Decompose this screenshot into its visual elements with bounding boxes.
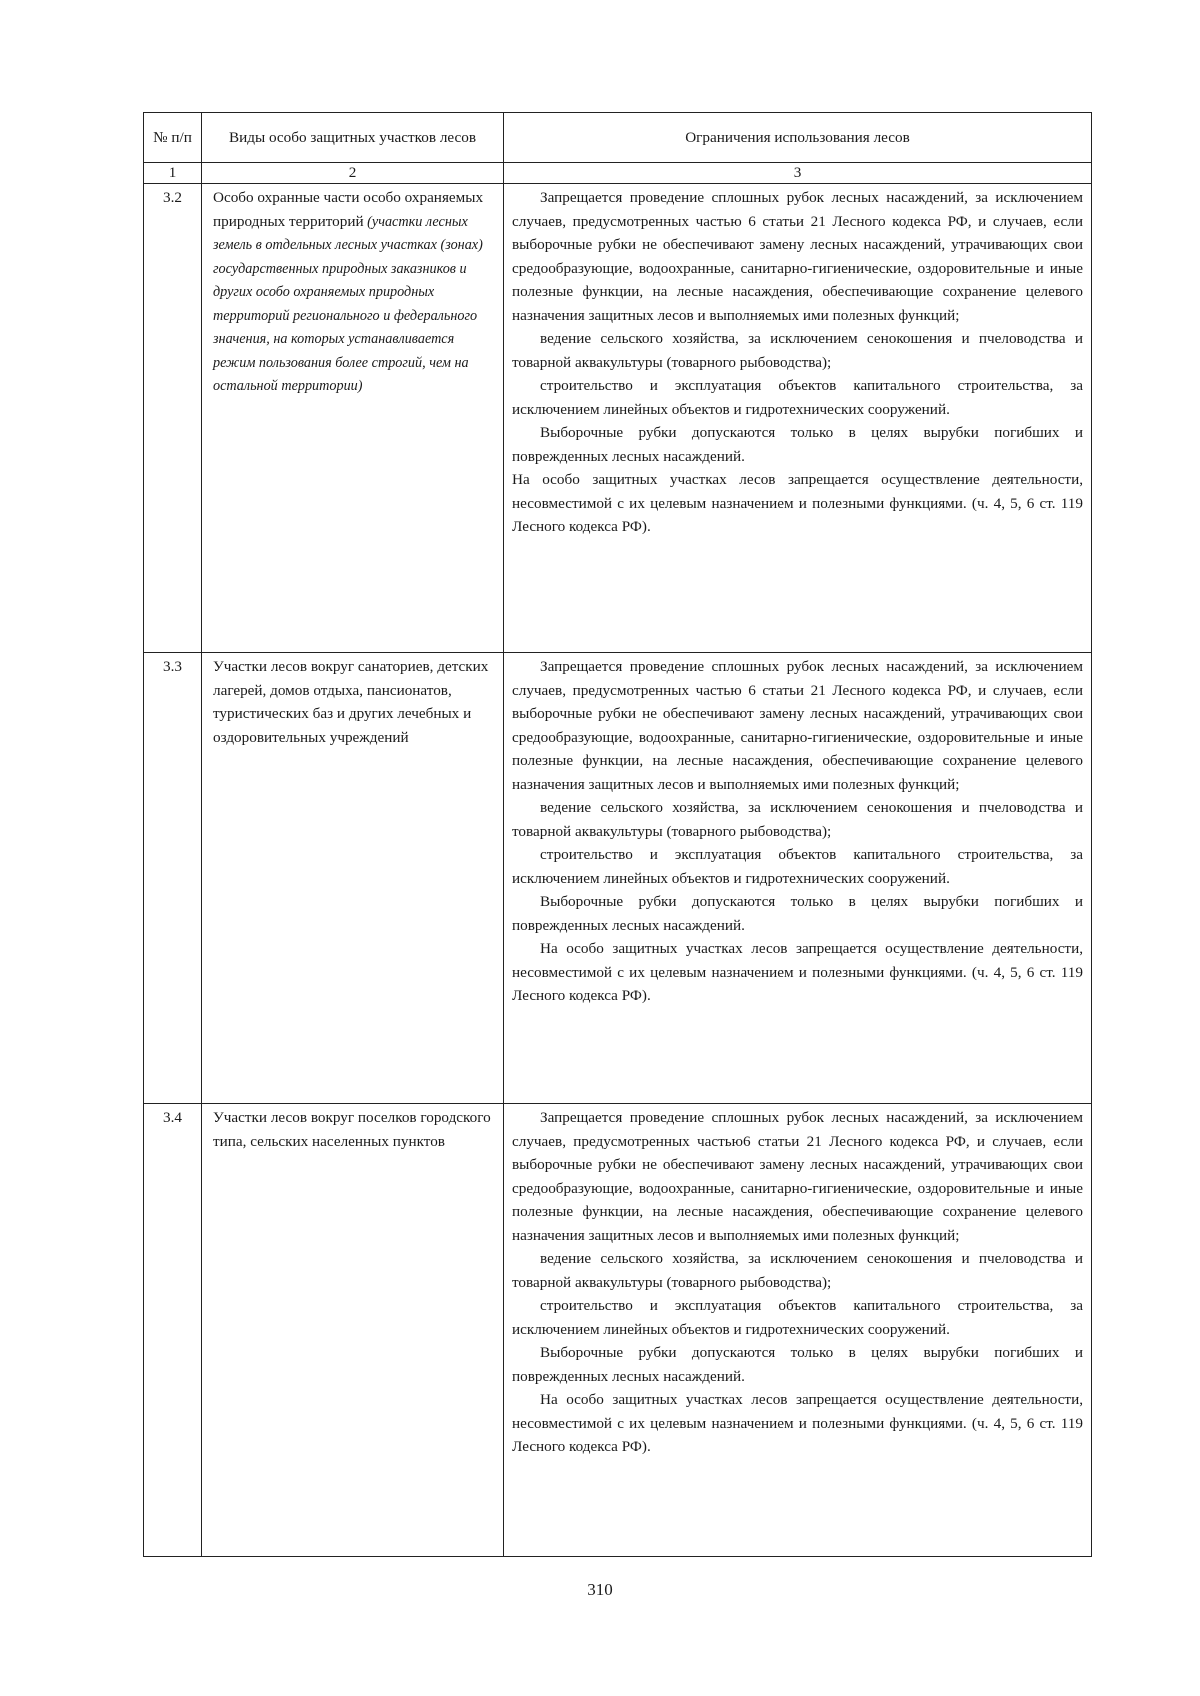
row-restrictions (504, 653, 1092, 1104)
table-row (144, 184, 1092, 653)
row-kind-text: Участки лесов вокруг поселков городского типа, сельских населенных пунктов (213, 1109, 491, 1150)
row-restrictions (504, 184, 1092, 653)
row-number: 3.4 (144, 1104, 202, 1557)
column-number: 2 (202, 163, 504, 184)
restriction-paragraph: Выборочные рубки допускаются только в целях вырубки погибших и поврежденных лесных насаждений. (512, 424, 1083, 465)
restriction-paragraph: строительство и эксплуатация объектов капитального строительства, за исключением линейных объектов и гидротехнических сооружений. (512, 846, 1083, 887)
restrictions-table (143, 112, 1092, 1557)
restriction-paragraph: На особо защитных участках лесов запрещается осуществление деятельности, несовместимой с их целевым назначением и полезными функциями. (ч. 4, 5, 6 ст. 119 Лесного кодекса РФ). (512, 1391, 1083, 1455)
table-row (144, 653, 1092, 1104)
restriction-paragraph: Запрещается проведение сплошных рубок лесных насаждений, за исключением случаев, предусмотренных частью 6 статьи 21 Лесного кодекса РФ, и случаев, если выборочные рубки не обеспечивают замену лесных насаждений, утрачивающих свои средообразующие, водоохранные, санитарно-гигиенические, оздоровительные и иные полезные функции, на лесные насаждения, обеспечивающие сохранение целевого назначения защитных лесов и выполняемых ими полезных функций; (512, 658, 1083, 793)
restriction-paragraph: Запрещается проведение сплошных рубок лесных насаждений, за исключением случаев, предусмотренных частью 6 статьи 21 Лесного кодекса РФ, и случаев, если выборочные рубки не обеспечивают замену лесных насаждений, утрачивающих свои средообразующие, водоохранные, санитарно-гигиенические, оздоровительные и иные полезные функции, на лесные насаждения, обеспечивающие сохранение целевого назначения защитных лесов и выполняемых ими полезных функций; (512, 189, 1083, 324)
row-number: 3.2 (144, 184, 202, 653)
row-kind-note: (участки лесных земель в отдельных лесных участках (зонах) государственных природных заказников и других особо охраняемых природных территорий регионального и федерального значения, на которых устанавливается режим пользования более строгий, чем на остальной территории) (213, 213, 483, 394)
column-number: 3 (504, 163, 1092, 184)
row-kind (202, 653, 504, 1104)
row-kind-text: Участки лесов вокруг санаториев, детских лагерей, домов отдыха, пансионатов, туристических баз и других лечебных и оздоровительных учреждений (213, 658, 489, 746)
restriction-paragraph: Запрещается проведение сплошных рубок лесных насаждений, за исключением случаев, предусмотренных частью6 статьи 21 Лесного кодекса РФ, и случаев, если выборочные рубки не обеспечивают замену лесных насаждений, утрачивающих свои средообразующие, водоохранные, санитарно-гигиенические, оздоровительные и иные полезные функции, на лесные насаждения, обеспечивающие сохранение целевого назначения защитных лесов и выполняемых ими полезных функций; (512, 1109, 1083, 1244)
restriction-paragraph: На особо защитных участках лесов запрещается осуществление деятельности, несовместимой с их целевым назначением и полезными функциями. (ч. 4, 5, 6 ст. 119 Лесного кодекса РФ). (512, 471, 1083, 535)
restriction-paragraph: ведение сельского хозяйства, за исключением сенокошения и пчеловодства и товарной аквакультуры (товарного рыбоводства); (512, 330, 1083, 371)
restriction-paragraph: ведение сельского хозяйства, за исключением сенокошения и пчеловодства и товарной аквакультуры (товарного рыбоводства); (512, 799, 1083, 840)
header-kind: Виды особо защитных участков лесов (202, 113, 504, 163)
restriction-paragraph: строительство и эксплуатация объектов капитального строительства, за исключением линейных объектов и гидротехнических сооружений. (512, 377, 1083, 418)
column-number: 1 (144, 163, 202, 184)
row-kind-text: Особо охранные части особо охраняемых природных территорий (213, 189, 484, 230)
restriction-paragraph: Выборочные рубки допускаются только в целях вырубки погибших и поврежденных лесных насаждений. (512, 893, 1083, 934)
restriction-paragraph: Выборочные рубки допускаются только в целях вырубки погибших и поврежденных лесных насаждений. (512, 1344, 1083, 1385)
restriction-paragraph: На особо защитных участках лесов запрещается осуществление деятельности, несовместимой с их целевым назначением и полезными функциями. (ч. 4, 5, 6 ст. 119 Лесного кодекса РФ). (512, 940, 1083, 1004)
header-row (144, 113, 1092, 163)
header-restrictions: Ограничения использования лесов (504, 113, 1092, 163)
restriction-paragraph: строительство и эксплуатация объектов капитального строительства, за исключением линейных объектов и гидротехнических сооружений. (512, 1297, 1083, 1338)
row-restrictions (504, 1104, 1092, 1557)
table-row (144, 1104, 1092, 1557)
row-kind (202, 1104, 504, 1557)
row-kind (202, 184, 504, 653)
page-number: 310 (587, 1580, 613, 1599)
header-number: № п/п (144, 113, 202, 163)
column-number-row (144, 163, 1092, 184)
restriction-paragraph: ведение сельского хозяйства, за исключением сенокошения и пчеловодства и товарной аквакультуры (товарного рыбоводства); (512, 1250, 1083, 1291)
row-number: 3.3 (144, 653, 202, 1104)
